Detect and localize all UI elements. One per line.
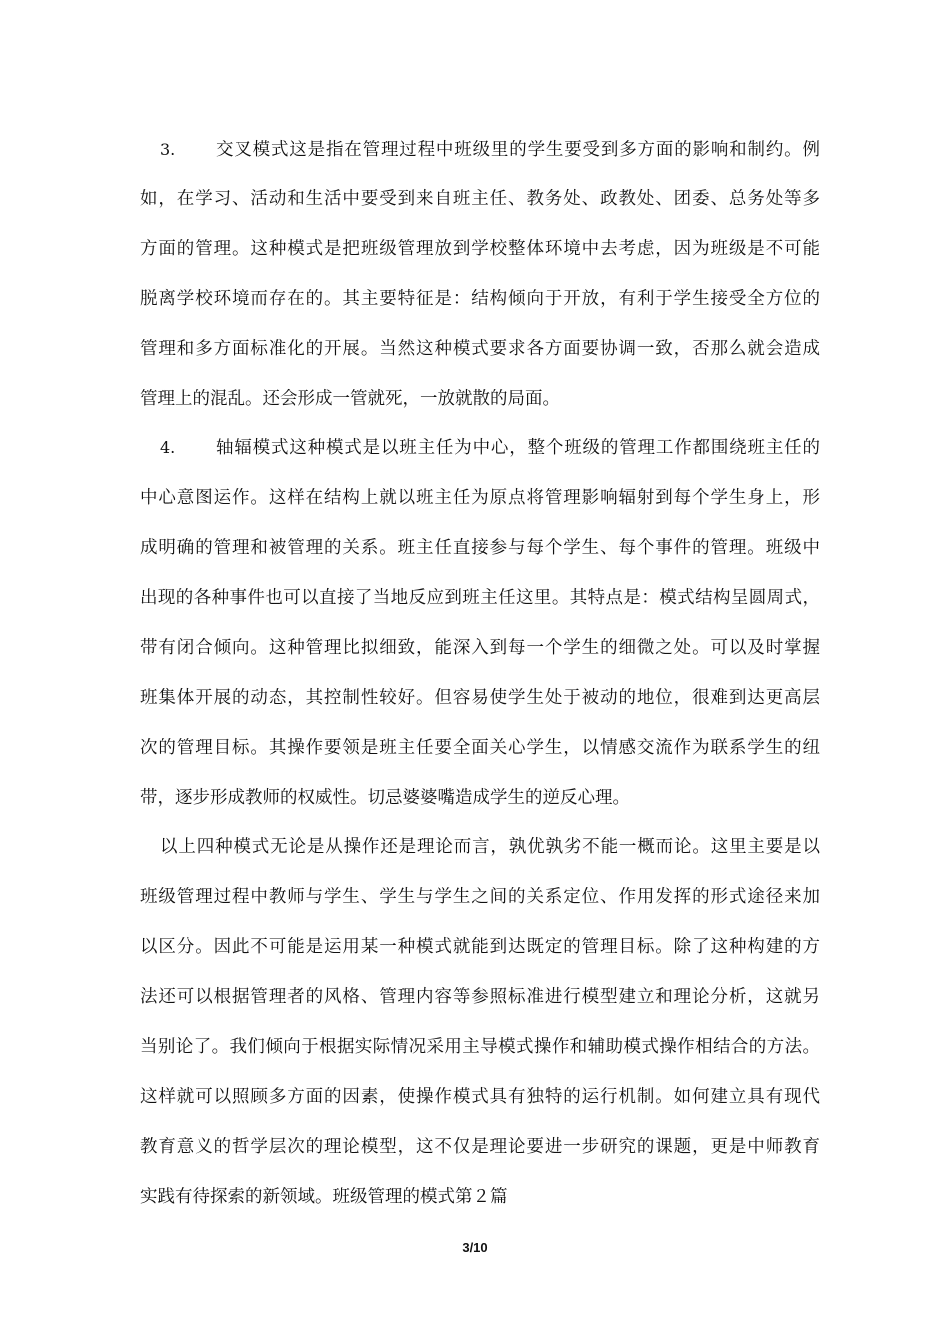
text-line: 教育意义的哲学层次的理论模型，这不仅是理论要进一步研究的课题，更是中师教育	[140, 1137, 820, 1157]
text-line: 成明确的管理和被管理的关系。班主任直接参与每个学生、每个事件的管理。班级中	[140, 538, 820, 558]
text-line: 次的管理目标。其操作要领是班主任要全面关心学生，以情感交流作为联系学生的纽	[140, 738, 820, 758]
page-number: 3/10	[462, 1240, 488, 1255]
text-line: 轴辐模式这种模式是以班主任为中心，整个班级的管理工作都围绕班主任的	[216, 438, 820, 458]
text-line: 交叉模式这是指在管理过程中班级里的学生要受到多方面的影响和制约。例	[216, 140, 820, 160]
text-line: 以上四种模式无论是从操作还是理论而言，孰优孰劣不能一概而论。这里主要是以	[160, 837, 820, 857]
text-line: 以区分。因此不可能是运用某一种模式就能到达既定的管理目标。除了这种构建的方	[140, 937, 820, 957]
text-line: 脱离学校环境而存在的。其主要特征是：结构倾向于开放，有利于学生接受全方位的	[140, 289, 820, 309]
text-line: 当别论了。我们倾向于根据实际情况采用主导模式操作和辅助模式操作相结合的方法。	[140, 1037, 820, 1057]
text-line: 管理上的混乱。还会形成一管就死，一放就散的局面。	[140, 389, 560, 409]
text-line: 管理和多方面标准化的开展。当然这种模式要求各方面要协调一致，否那么就会造成	[140, 339, 820, 359]
text-line: 法还可以根据管理者的风格、管理内容等参照标准进行模型建立和理论分析，这就另	[140, 987, 820, 1007]
text-line: 带有闭合倾向。这种管理比拟细致，能深入到每一个学生的细微之处。可以及时掌握	[140, 638, 820, 658]
text-line: 实践有待探索的新领域。班级管理的模式第２篇	[140, 1187, 508, 1207]
text-line: 这样就可以照顾多方面的因素，使操作模式具有独特的运行机制。如何建立具有现代	[140, 1087, 820, 1107]
text-line: 出现的各种事件也可以直接了当地反应到班主任这里。其特点是：模式结构呈圆周式，	[140, 588, 820, 608]
text-line: 班集体开展的动态，其控制性较好。但容易使学生处于被动的地位，很难到达更高层	[140, 688, 820, 708]
text-line: 中心意图运作。这样在结构上就以班主任为原点将管理影响辐射到每个学生身上，形	[140, 488, 820, 508]
list-number: 3.	[160, 140, 176, 159]
list-number: 4.	[160, 438, 176, 457]
text-line: 如，在学习、活动和生活中要受到来自班主任、教务处、政教处、团委、总务处等多	[140, 189, 820, 209]
text-line: 带，逐步形成教师的权威性。切忌婆婆嘴造成学生的逆反心理。	[140, 788, 630, 808]
text-line: 方面的管理。这种模式是把班级管理放到学校整体环境中去考虑，因为班级是不可能	[140, 239, 820, 259]
text-line: 班级管理过程中教师与学生、学生与学生之间的关系定位、作用发挥的形式途径来加	[140, 887, 820, 907]
